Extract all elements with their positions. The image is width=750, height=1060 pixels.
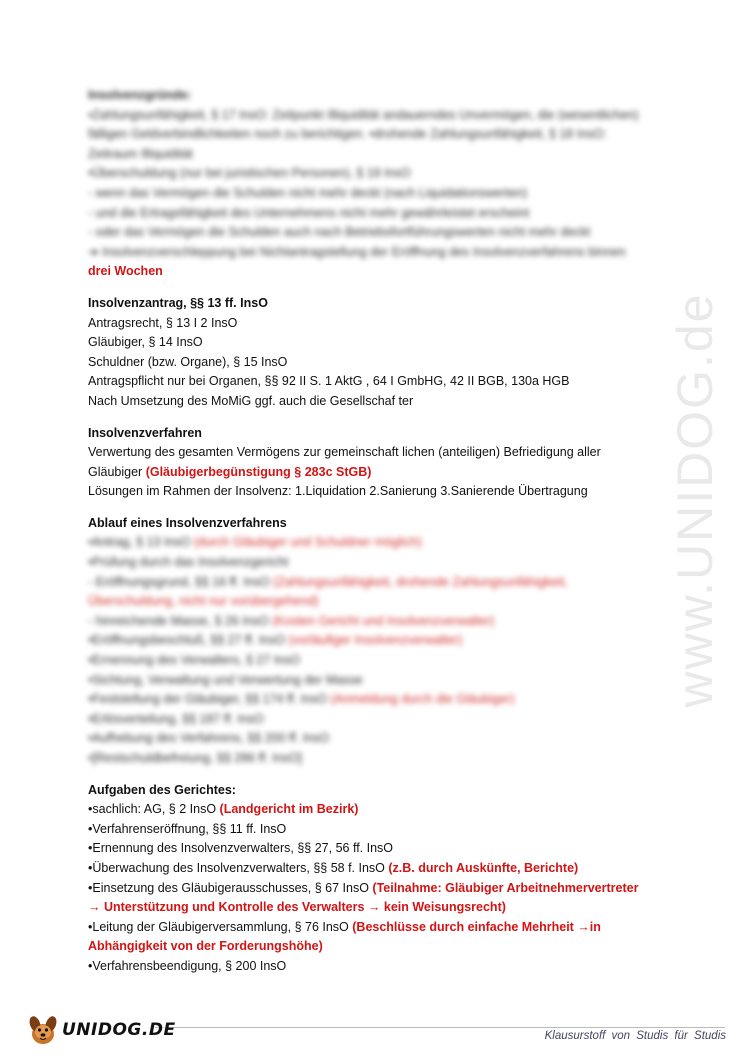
footer-divider: [150, 1027, 725, 1028]
aufgaben-item-text: •Verfahrenseröffnung, §§ 11 ff. InsO: [88, 821, 287, 836]
section-aufgaben: [88, 781, 688, 977]
ablauf-item-text: •Feststellung der Gläubiger, §§ 174 ff. InsO: [88, 692, 331, 707]
aufgaben-item-note: Abhängigkeit von der Forderungshöhe): [88, 939, 323, 954]
ablauf-item-note: Überschuldung, nicht nur vorübergehend): [88, 594, 319, 609]
aufgaben-item: [88, 898, 688, 918]
ablauf-item: [88, 612, 688, 632]
ablauf-item: [88, 592, 688, 612]
aufgaben-item-text: •sachlich: AG, § 2 InsO: [88, 802, 220, 817]
aufgaben-item: [88, 820, 688, 840]
footer-logo[interactable]: [26, 1013, 176, 1047]
ablauf-item-text: •Prüfung durch das Insolvenzgericht: [88, 555, 289, 570]
watermark: www.UNIDOG.de: [667, 292, 723, 708]
blurred-heading: Insolvenzgründe:: [88, 88, 192, 102]
logo-text: UNIDOG.DE: [62, 1020, 176, 1040]
aufgaben-item-text: •Einsetzung des Gläubigerausschusses, § 67 InsO: [88, 880, 373, 895]
aufgaben-item-note: (Teilnahme: Gläubiger Arbeitnehmervertreter: [372, 880, 639, 895]
blurred-line: ➔ Insolvenzverschleppung bei Nichtantragstellung der Eröffnung des Insolvenzverfahrens binnen: [88, 244, 626, 259]
aufgaben-item: [88, 918, 688, 938]
ablauf-list: [88, 533, 688, 768]
aufgaben-item-note: (Landgericht im Bezirk): [219, 802, 359, 817]
blurred-line: •Zahlungsunfähigkeit, § 17 InsO: Zeitpunkt Illiquidität andauerndes Unvermögen, die (wesentlichen): [88, 107, 639, 122]
heading-ablauf: Ablauf eines Insolvenzverfahrens: [88, 515, 287, 530]
blurred-line: - wenn das Vermögen die Schulden nicht mehr deckt (nach Liquidationswerten): [88, 185, 528, 200]
ablauf-item-note: (Kosten Gericht und Insolvenzverwalter): [272, 613, 495, 628]
ablauf-item: [88, 631, 688, 651]
aufgaben-item: [88, 879, 688, 899]
verfahren-line: Verwertung des gesamten Vermögens zur gemeinschaft lichen (anteiligen) Befriedigung aller: [88, 445, 601, 460]
ablauf-item-text: •Erlösverteilung, §§ 187 ff. InsO: [88, 711, 264, 726]
ablauf-item: [88, 749, 688, 769]
antrag-line: Antragsrecht, § 13 I 2 InsO: [88, 315, 238, 330]
aufgaben-item-text: •Überwachung des Insolvenzverwalters, §§ 58 f. InsO: [88, 860, 389, 875]
ablauf-item: [88, 553, 688, 573]
ablauf-item: [88, 533, 688, 553]
dog-mascot-icon: [26, 1014, 60, 1046]
ablauf-item-text: - hinreichende Masse, § 26 InsO: [88, 613, 273, 628]
ablauf-item-text: •[Restschuldbefreiung, §§ 286 ff. InsO]: [88, 751, 302, 765]
blurred-line: - oder das Vermögen die Schulden auch nach Betriebsfortführungswerten nicht mehr deckt: [88, 225, 591, 240]
antrag-line: Nach Umsetzung des MoMiG ggf. auch die Gesellschaf ter: [88, 393, 414, 408]
aufgaben-list: [88, 800, 688, 976]
aufgaben-item-note: (z.B. durch Auskünfte, Berichte): [388, 860, 579, 875]
aufgaben-item: [88, 957, 688, 977]
aufgaben-item: [88, 937, 688, 957]
antrag-line: Schuldner (bzw. Organe), § 15 InsO: [88, 354, 288, 369]
ablauf-item-note: (Zahlungsunfähigkeit, drohende Zahlungsunfähigkeit,: [273, 574, 568, 589]
heading-insolvenzverfahren: Insolvenzverfahren: [88, 425, 202, 440]
ablauf-item-text: •Sichtung, Verwaltung und Verwertung der Masse: [88, 672, 363, 687]
aufgaben-item-note: (Beschlüsse durch einfache Mehrheit →in: [352, 919, 601, 934]
verfahren-line: [88, 463, 688, 483]
blurred-line: fälligen Geldverbindlichkeiten noch zu berichtigen. •drohende Zahlungsunfähigkeit, § 18 InsO:: [88, 127, 607, 142]
section-insolvenzverfahren: [88, 424, 688, 502]
aufgaben-item-note: → Unterstützung und Kontrolle des Verwalters → kein Weisungsrecht): [88, 900, 506, 915]
ablauf-item: [88, 573, 688, 593]
section-ablauf: [88, 514, 688, 769]
ablauf-item-text: •Ernennung des Verwalters, § 27 InsO: [88, 653, 301, 668]
antrag-line: Antragspflicht nur bei Organen, §§ 92 II S. 1 AktG , 64 I GmbHG, 42 II BGB, 130a HGB: [88, 374, 570, 389]
ablauf-item-text: - Eröffnungsgrund, §§ 16 ff. InsO: [88, 574, 274, 589]
verfahren-red-note: (Gläubigerbegünstigung § 283c StGB): [145, 464, 372, 479]
aufgaben-item-text: •Leitung der Gläubigerversammlung, § 76 InsO: [88, 919, 353, 934]
aufgaben-item: [88, 839, 688, 859]
verfahren-plain-text: Gläubiger: [88, 464, 146, 479]
aufgaben-item: [88, 859, 688, 879]
aufgaben-item: [88, 800, 688, 820]
heading-aufgaben: Aufgaben des Gerichtes:: [88, 782, 236, 797]
footer-tagline: Klausurstoff von Studis für Studis: [544, 1030, 726, 1042]
blurred-line: - und die Ertragsfähigkeit des Unternehmens nicht mehr gewährleistet erscheint: [88, 205, 530, 220]
ablauf-item: [88, 690, 688, 710]
ablauf-item-note: (Anmeldung durch die Gläubiger): [330, 692, 515, 707]
ablauf-item: [88, 729, 688, 749]
intro-red-tail: drei Wochen: [88, 264, 163, 279]
ablauf-item: [88, 671, 688, 691]
ablauf-item-note: (durch Gläubiger und Schuldner möglich): [193, 535, 422, 550]
ablauf-item-note: (vorläufiger Insolvenzverwalter): [288, 633, 463, 648]
blurred-intro-section: [88, 86, 688, 262]
aufgaben-item-text: •Verfahrensbeendigung, § 200 InsO: [88, 958, 287, 973]
verfahren-line: Lösungen im Rahmen der Insolvenz: 1.Liquidation 2.Sanierung 3.Sanierende Übertragung: [88, 484, 588, 499]
blurred-line: Zeitraum Illiquidität: [88, 146, 193, 161]
aufgaben-item-text: •Ernennung des Insolvenzverwalters, §§ 27, 56 ff. InsO: [88, 841, 394, 856]
section-insolvenzantrag: [88, 294, 688, 412]
ablauf-item-text: •Aufhebung des Verfahrens, §§ 200 ff. InsO: [88, 731, 330, 746]
ablauf-item-text: •Antrag, § 13 InsO: [88, 535, 194, 550]
ablauf-item-text: •Eröffnungsbeschluß, §§ 27 ff. InsO: [88, 633, 289, 648]
heading-insolvenzantrag: Insolvenzantrag, §§ 13 ff. InsO: [88, 295, 268, 310]
antrag-line: Gläubiger, § 14 InsO: [88, 335, 203, 350]
ablauf-item: [88, 651, 688, 671]
ablauf-item: [88, 710, 688, 730]
document-page: [88, 86, 688, 977]
blurred-line: •Überschuldung (nur bei juristischen Personen), § 19 InsO: [88, 166, 411, 181]
